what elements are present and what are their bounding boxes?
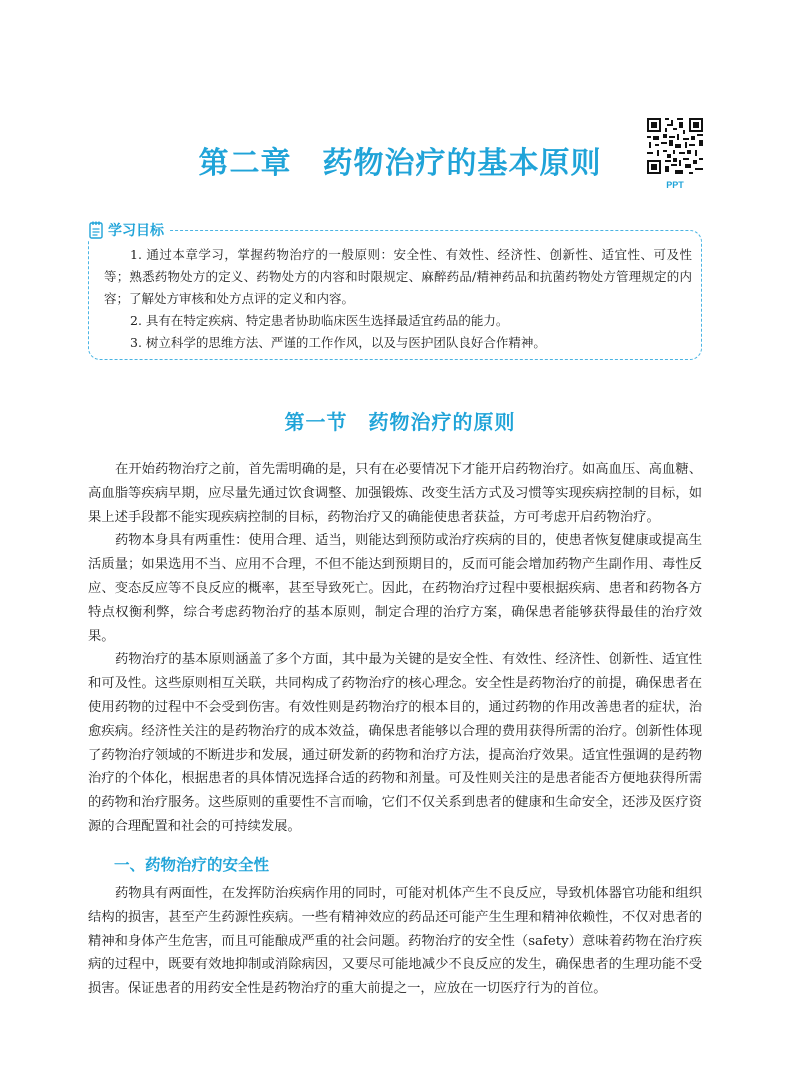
- learning-objectives-header: [88, 220, 170, 240]
- chapter-title: 第二章 药物治疗的基本原则: [198, 146, 602, 181]
- body-paragraph: 药物具有两面性，在发挥防治疾病作用的同时，可能对机体产生不良反应，导致机体器官功能和组织结构的损害，甚至产生药源性疾病。一些有精神效应的药品还可能产生生理和精神依赖性，不仅对患者的精神和身体产生危害，而且可能酿成严重的社会问题。药物治疗的安全性（safety）意味着药物在治疗疾病的过程中，既要有效地抑制或消除病因，又要尽可能地减少不良反应的发生，确保患者的生理功能不受损害。保证患者的用药安全性是药物治疗的重大前提之一，应放在一切医疗行为的首位。: [88, 886, 702, 997]
- notebook-icon: [88, 221, 104, 239]
- section-body: [88, 458, 702, 839]
- objective-item: 3. 树立科学的思维方法、严谨的工作作风，以及与医护团队良好合作精神。: [130, 335, 546, 350]
- body-paragraph: 在开始药物治疗之前，首先需明确的是，只有在必要情况下才能开启药物治疗。如高血压、高血糖、高血脂等疾病早期，应尽量先通过饮食调整、加强锻炼、改变生活方式及习惯等实现疾病控制的目标，如果上述手段都不能实现疾病控制的目标，药物治疗又的确能使患者获益，方可考虑开启药物治疗。: [88, 462, 702, 525]
- learning-objectives-list: [104, 244, 692, 354]
- safety-section-body: [88, 882, 702, 1001]
- section-title: 第一节 药物治疗的原则: [284, 410, 516, 434]
- body-paragraph: 药物本身具有两重性：使用合理、适当，则能达到预防或治疗疾病的目的，使患者恢复健康或提高生活质量；如果选用不当、应用不合理，不但不能达到预期目的，反而可能会增加药物产生副作用、毒性反应、变态反应等不良反应的概率，甚至导致死亡。因此，在药物治疗过程中要根据疾病、患者和药物各方特点权衡利弊，综合考虑药物治疗的基本原则，制定合理的治疗方案，确保患者能够获得最佳的治疗效果。: [88, 533, 702, 644]
- subsection-title: 一、药物治疗的安全性: [114, 856, 270, 874]
- qr-code-icon[interactable]: [647, 118, 703, 174]
- learning-objectives-title: 学习目标: [108, 223, 164, 239]
- qr-label: PPT: [666, 180, 684, 190]
- body-paragraph: 药物治疗的基本原则涵盖了多个方面，其中最为关键的是安全性、有效性、经济性、创新性、适宜性和可及性。这些原则相互关联，共同构成了药物治疗的核心理念。安全性是药物治疗的前提，确保患者在使用药物的过程中不会受到伤害。有效性则是药物治疗的根本目的，通过药物的作用改善患者的症状，治愈疾病。经济性关注的是药物治疗的成本效益，确保患者能够以合理的费用获得所需的治疗。创新性体现了药物治疗领域的不断进步和发展，通过研发新的药物和治疗方法，提高治疗效果。适宜性强调的是药物治疗的个体化，根据患者的具体情况选择合适的药物和剂量。可及性则关注的是患者能否方便地获得所需的药物和治疗服务。这些原则的重要性不言而喻，它们不仅关系到患者的健康和生命安全，还涉及医疗资源的合理配置和社会的可持续发展。: [88, 652, 702, 834]
- objective-item: 1. 通过本章学习，掌握药物治疗的一般原则：安全性、有效性、经济性、创新性、适宜性、可及性等；熟悉药物处方的定义、药物处方的内容和时限规定、麻醉药品/精神药品和抗菌药物处方管理规定的内容；了解处方审核和处方点评的定义和内容。: [104, 247, 692, 306]
- objective-item: 2. 具有在特定疾病、特定患者协助临床医生选择最适宜药品的能力。: [130, 313, 509, 328]
